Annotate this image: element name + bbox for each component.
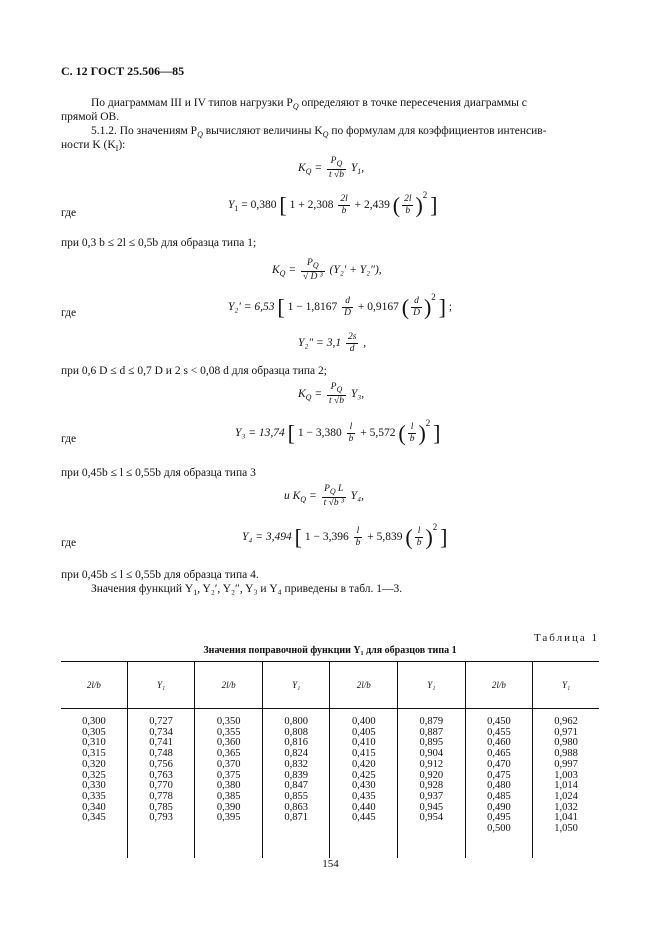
table-cell-value: 0,824 (284, 748, 309, 760)
table-cell-value: 0,470 (487, 758, 511, 770)
formula-kq-2: $K_Q$ = $\frac{P_Q}{\text{√ D ³}}$ (Y₂′ + Y₂″), (272, 258, 382, 282)
table-cell-value: 0,748 (149, 748, 173, 760)
formula-y2-prime: Y₂′ = 6,53 [ 1 − 1,8167 $\frac{d}{D}$ + 0,9167 ( $\frac{d}{D}$ )$^2$ ] ; (228, 292, 453, 320)
para2-line2-sub: I (115, 144, 119, 153)
table-cell-value: 0,945 (419, 801, 444, 813)
y3-term-a: 1 − 3,380 (297, 427, 342, 439)
y4-square: 2 (432, 522, 438, 532)
y1-sub: 1 (357, 167, 362, 177)
table-cell-value: 0,770 (149, 780, 173, 792)
table-cell-value: 0,879 (419, 716, 444, 727)
table-cell-value: 0,847 (284, 780, 309, 792)
paragraph-1 (91, 96, 527, 114)
table-cell-value: 0,445 (351, 812, 376, 824)
table-cell-value: 0,480 (487, 780, 511, 792)
table-cell-value: 0,778 (149, 790, 173, 802)
table-cell-value: 0,355 (216, 726, 241, 738)
table-cell-value: 0,420 (351, 758, 376, 770)
table-cell-value: 0,785 (149, 801, 173, 813)
table-cell-value: 0,455 (487, 726, 511, 738)
y1-lhs: Y (228, 199, 235, 211)
y3-term-b: + 5,572 (360, 427, 396, 439)
table-cell-value: 0,912 (419, 758, 444, 770)
y1-term-b: + 2,439 (354, 199, 390, 211)
table-cell-value: 0,345 (82, 812, 106, 824)
table-cell-value: 0,495 (487, 812, 511, 824)
table-cell-value: 0,460 (487, 737, 511, 749)
table-cell-value: 0,340 (82, 801, 106, 813)
table-cell-value: 0,904 (419, 748, 444, 760)
kq4-prefix: и K (284, 490, 301, 503)
col-header: 2l/b (61, 662, 127, 709)
y3-square: 2 (425, 418, 431, 428)
col-header: Y₁ (533, 662, 599, 709)
table-cell-value: 0,350 (216, 716, 241, 727)
condition-2: при 0,6 D ≤ d ≤ 0,7 D и 2 s < 0,08 d для образца типа 2; (61, 365, 327, 377)
paragraph-1-line-2: прямой OB. (61, 111, 120, 123)
y4-term-a: 1 − 3,396 (304, 531, 349, 543)
col-header: Y₁ (127, 662, 195, 709)
para1-sub: Q (292, 102, 299, 111)
summary-rest: , Y₂′, Y₂″, Y₃ и Y₄ приведены в табл. 1—3. (197, 583, 403, 595)
table-cell-value: 0,330 (82, 780, 106, 792)
y1-symbol: Y (350, 162, 358, 175)
kq3-tail: Y₃, (350, 388, 365, 401)
kq-symbol: K (298, 162, 306, 175)
table-cell-value: 0,863 (284, 801, 309, 813)
table-cell-value: 0,954 (419, 812, 444, 824)
table-cell-value: 0,405 (351, 726, 376, 738)
table-column-cell (262, 709, 330, 859)
table-cell-value: 0,325 (82, 769, 106, 781)
paragraph-2-line-2 (61, 138, 125, 156)
para2-line2: ности K (K (61, 139, 116, 151)
table-cell-value: 0,855 (284, 790, 309, 802)
table-cell-value: 1,050 (554, 823, 578, 835)
table-cell-value: 0,800 (284, 716, 309, 727)
table-cell-value: 0,335 (82, 790, 106, 802)
table-cell-value: 0,360 (216, 737, 241, 749)
table-cell-value: 0,300 (82, 716, 106, 727)
col-header: 2l/b (195, 662, 263, 709)
table-cell-value: 0,895 (419, 737, 444, 749)
table-cell-value: 0,971 (554, 726, 578, 738)
table-cell-value: 0,390 (216, 801, 241, 813)
values-table (61, 661, 599, 858)
table-cell-value: 1,041 (554, 812, 578, 824)
para2-line2-end: ): (118, 139, 126, 151)
para2-mid: вычисляют величины K (202, 125, 323, 137)
para1-end: определяют в точке пересечения диаграммы с (298, 97, 527, 109)
condition-4: при 0,45b ≤ l ≤ 0,55b для образца типа 4. (61, 569, 259, 581)
table-cell-value: 0,435 (351, 790, 376, 802)
col-header: 2l/b (465, 662, 533, 709)
table-cell-value: 0,395 (216, 812, 241, 824)
table-cell-value: 0,375 (216, 769, 241, 781)
col-header: Y₁ (398, 662, 466, 709)
table-cell-value: 0,832 (284, 758, 309, 770)
col-header: Y₁ (262, 662, 330, 709)
table-cell-value: 0,962 (554, 716, 578, 727)
table-cell-value: 0,425 (351, 769, 376, 781)
table-caption: Значения поправочной функции Y₁ для образцов типа 1 (203, 645, 457, 656)
table-column-cell (127, 709, 195, 859)
table-cell-value: 0,871 (284, 812, 309, 824)
para1-text: По диаграммам III и IV типов нагрузки P (91, 97, 293, 109)
table-cell-value: 0,816 (284, 737, 309, 749)
page-header: С. 12 ГОСТ 25.506—85 (61, 64, 185, 78)
table-cell-value: 0,920 (419, 769, 444, 781)
table-cell-value: 0,763 (149, 769, 173, 781)
table-cell-value: 1,024 (554, 790, 578, 802)
table-cell-value: 1,032 (554, 801, 578, 813)
y2b-lhs: Y₂″ = 3,1 (298, 337, 342, 350)
table-cell-value: 0,465 (487, 748, 511, 760)
table-cell-value: 0,727 (149, 716, 173, 727)
table-cell-value: 0,310 (82, 737, 106, 749)
where-label-1: где (61, 207, 77, 219)
table-cell-value: 0,808 (284, 726, 309, 738)
formula-y2-double-prime: Y₂″ = 3,1 $\frac{2s}{d}$ , (298, 332, 367, 354)
formula-kq-1: $K_Q$ = $\frac{P_Q}{t √b}$ $Y_1$, (298, 156, 365, 180)
table-cell-value: 0,400 (351, 716, 376, 727)
table-cell-value: 0,380 (216, 780, 241, 792)
where-label-4: где (61, 537, 77, 549)
table-cell-value: 0,839 (284, 769, 309, 781)
table-cell-value: 1,003 (554, 769, 578, 781)
table-number: Таблица 1 (533, 632, 599, 644)
table-cell-value: 0,385 (216, 790, 241, 802)
formula-kq-4: и $K_Q$ = $\frac{P_Q L}{\text{t √b ³}}$ Y₄, (284, 484, 364, 508)
table-cell-value: 0,320 (82, 758, 106, 770)
para2-sub: Q (197, 130, 203, 139)
summary-line: Значения функций $Y_1$, Y₂′, Y₂″, Y₃ и Y₄ приведены в табл. 1—3. (91, 583, 403, 597)
table-cell-value: 0,741 (149, 737, 173, 749)
kq4-tail: Y₄, (350, 490, 364, 503)
table-cell-value: 0,365 (216, 748, 241, 760)
formula-y4: Y₄ = 3,494 [ 1 − 3,396 $\frac{l}{b}$ + 5,839 ( $\frac{l}{b}$ )$^2$ ] (242, 522, 448, 550)
table-cell-value: 0,734 (149, 726, 173, 738)
y1-term-a: 1 + 2,308 (289, 199, 334, 211)
table-column-cell (61, 709, 127, 859)
table-column-cell (533, 709, 599, 859)
table-cell-value: 0,490 (487, 801, 511, 813)
table-cell-value: 0,980 (554, 737, 578, 749)
table-column-cell (465, 709, 533, 859)
y1-square: 2 (422, 190, 428, 200)
table-cell-value: 0,756 (149, 758, 173, 770)
table-cell-value: 0,370 (216, 758, 241, 770)
table-cell-value: 0,485 (487, 790, 511, 802)
table-cell-value: 0,793 (149, 812, 173, 824)
y2a-term-b: + 0,9167 (357, 301, 399, 313)
table-cell-value: 0,410 (351, 737, 376, 749)
y3-lhs: Y₃ = 13,74 (235, 427, 285, 439)
table-cell-value: 0,430 (351, 780, 376, 792)
table-cell-value: 0,500 (487, 823, 511, 835)
formula-kq-3: $K_Q$ = $\frac{P_Q}{t √b}$ Y₃, (298, 382, 365, 406)
y4-lhs: Y₄ = 3,494 (242, 531, 292, 543)
condition-1: при 0,3 b ≤ 2l ≤ 0,5b для образца типа 1; (61, 237, 257, 249)
where-label-2: где (61, 307, 77, 319)
table-cell-value: 0,440 (351, 801, 376, 813)
para2-text: 5.1.2. По значениям P (91, 125, 198, 137)
formula-y3: Y₃ = 13,74 [ 1 − 3,380 $\frac{l}{b}$ + 5,572 ( $\frac{l}{b}$ )$^2$ ] (235, 418, 441, 446)
y2a-square: 2 (431, 292, 436, 302)
table-column-cell (195, 709, 263, 859)
table-cell-value: 0,315 (82, 748, 106, 760)
table-column-cell (330, 709, 398, 859)
para2-end: по формулам для коэффициентов интенсив- (328, 125, 547, 137)
paragraph-2 (91, 124, 547, 142)
condition-3: при 0,45b ≤ l ≤ 0,55b для образца типа 3 (61, 467, 256, 479)
table-cell-value: 0,450 (487, 716, 511, 727)
table-cell-value: 0,475 (487, 769, 511, 781)
y1-coef: = 0,380 (241, 199, 277, 211)
table-column-cell (398, 709, 466, 859)
table-row (61, 709, 599, 859)
para2-sub2: Q (322, 130, 329, 139)
y4-term-b: + 5,839 (367, 531, 403, 543)
summary-text: Значения функций Y (91, 583, 194, 595)
where-label-3: где (61, 433, 77, 445)
table-cell-value: 0,997 (554, 758, 578, 770)
y2a-term-a: 1 − 1,8167 (287, 301, 338, 313)
table-cell-value: 0,415 (351, 748, 376, 760)
table-header-row (61, 662, 599, 709)
table-cell-value: 0,988 (554, 748, 578, 760)
table-cell-value: 0,887 (419, 726, 444, 738)
page-number: 154 (322, 858, 339, 870)
col-header: 2l/b (330, 662, 398, 709)
table-cell-value: 0,937 (419, 790, 444, 802)
table-cell-value: 0,928 (419, 780, 444, 792)
table-cell-value: 0,305 (82, 726, 106, 738)
formula-y1: $Y_1 = 0,380$ [ 1 + 2,308 $\frac{2l}{b}$ + 2,439 ( $\frac{2l}{b}$ )$^2$ ] (228, 190, 438, 218)
kq2-tail: (Y₂′ + Y₂″), (329, 264, 382, 277)
y2a-lhs: Y₂′ = 6,53 (228, 301, 275, 313)
table-cell-value: 1,014 (554, 780, 578, 792)
